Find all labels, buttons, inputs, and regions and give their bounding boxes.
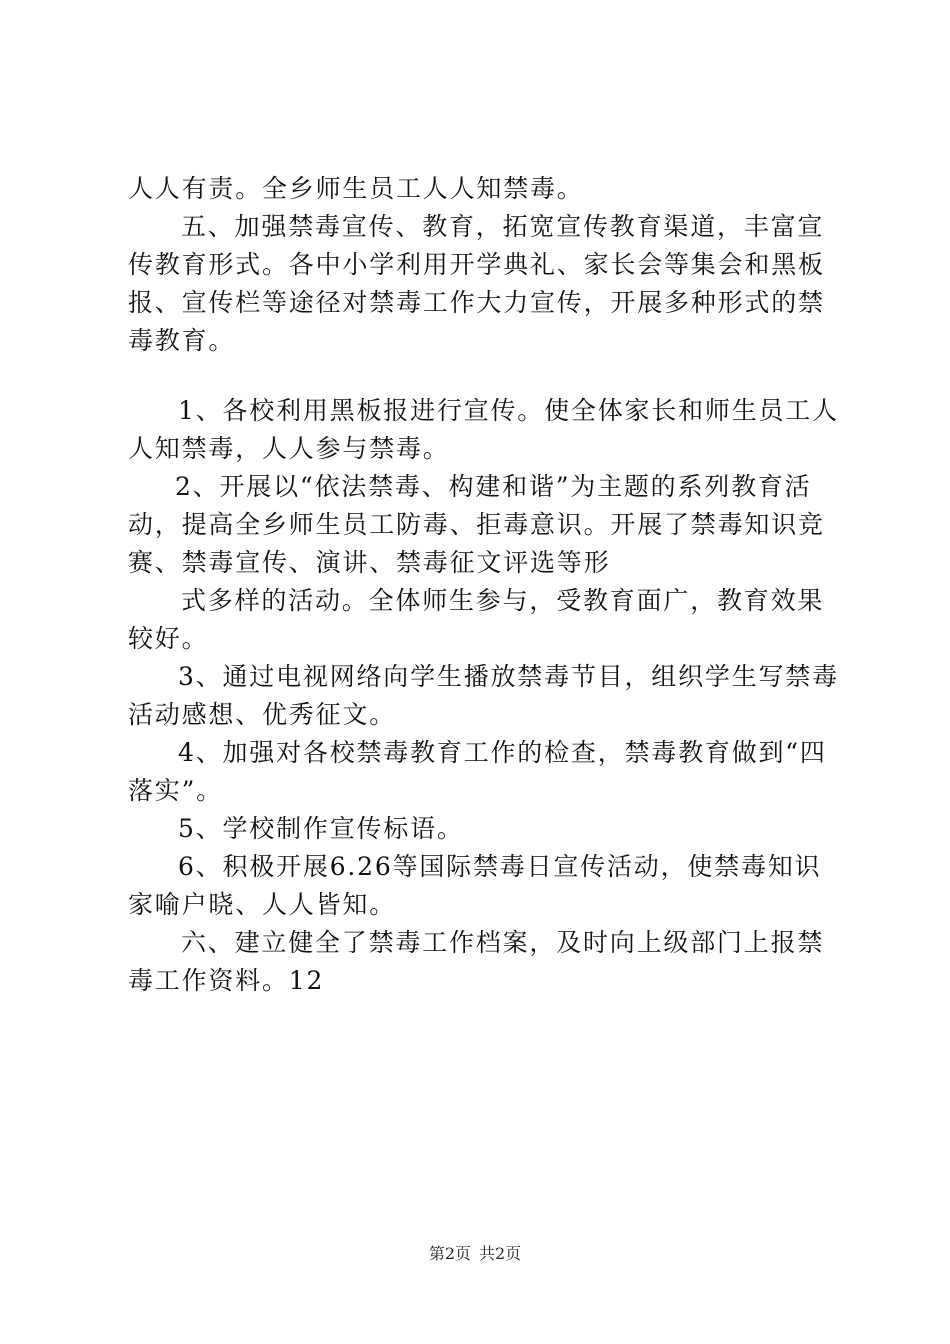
paragraph-gap — [128, 360, 848, 392]
paragraph-item-1: 1、各校利用黑板报进行宣传。使全体家长和师生员工人人知禁毒，人人参与禁毒。 — [128, 396, 839, 463]
paragraph-item-4: 4、加强对各校禁毒教育工作的检查，禁毒教育做到“四落实”。 — [128, 738, 827, 805]
page-footer — [0, 1244, 950, 1264]
paragraph-continuation: 人人有责。全乡师生员工人人知禁毒。 — [128, 174, 584, 203]
paragraph-item-6: 6、积极开展6.26等国际禁毒日宣传活动，使禁毒知识家喻户晓、人人皆知。 — [128, 852, 822, 919]
document-body — [128, 170, 848, 1000]
page-number-current: 第2页 — [428, 1244, 471, 1263]
paragraph-item-2-continued: 式多样的活动。全体师生参与，受教育面广，教育效果较好。 — [128, 586, 825, 653]
paragraph-section-five: 五、加强禁毒宣传、教育，拓宽宣传教育渠道，丰富宣传教育形式。各中小学利用开学典礼、家长会等集会和黑板报、宣传栏等途径对禁毒工作大力宣传，开展多种形式的禁毒教育。 — [128, 212, 825, 355]
paragraph-item-5: 5、学校制作宣传标语。 — [178, 814, 464, 843]
page-number-total: 共2页 — [479, 1244, 522, 1263]
paragraph-section-six: 六、建立健全了禁毒工作档案，及时向上级部门上报禁毒工作资料。12 — [128, 928, 825, 995]
paragraph-item-2: 2、开展以“依法禁毒、构建和谐”为主题的系列教育活动，提高全乡师生员工防毒、拒毒意识。开展了禁毒知识竞赛、禁毒宣传、演讲、禁毒征文评选等形 — [128, 472, 825, 577]
paragraph-item-3: 3、通过电视网络向学生播放禁毒节目，组织学生写禁毒活动感想、优秀征文。 — [128, 662, 839, 729]
